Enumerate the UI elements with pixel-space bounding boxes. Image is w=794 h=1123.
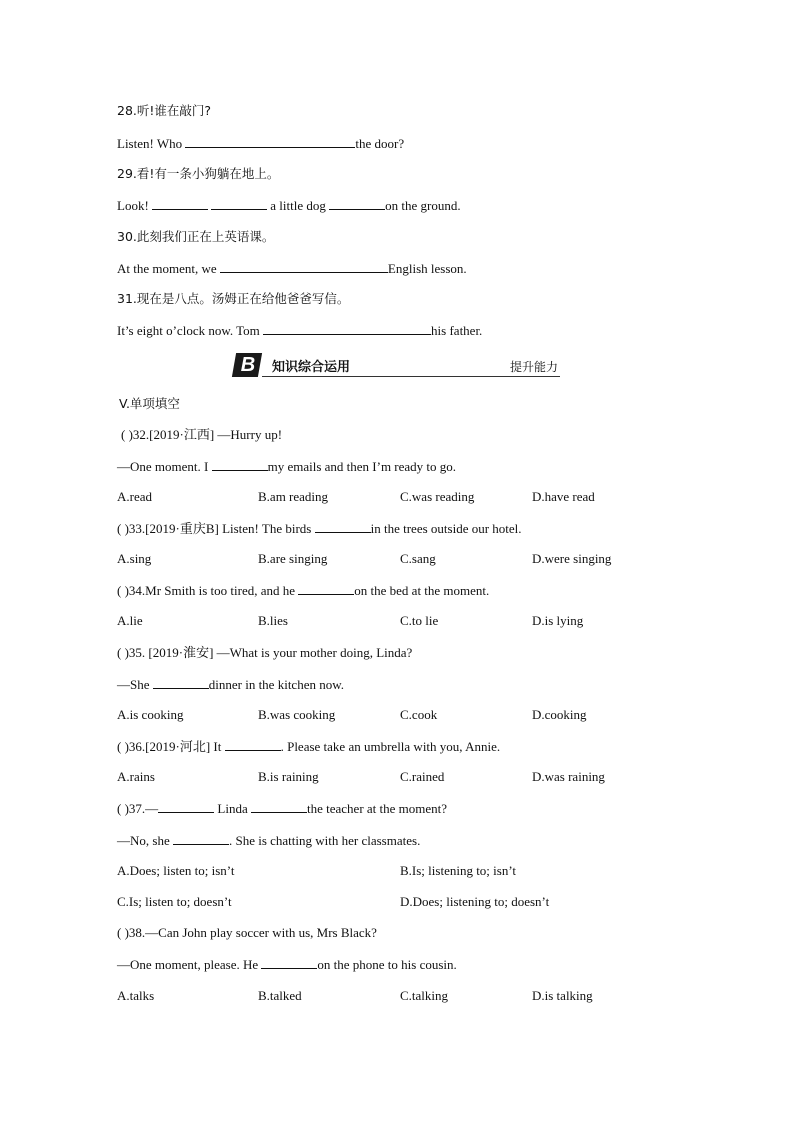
q32-option-b[interactable]: B.am reading	[258, 489, 329, 504]
q38-option-a[interactable]: A.talks	[117, 988, 155, 1003]
q35-option-b[interactable]: B.was cooking	[258, 707, 336, 722]
q30-english	[117, 260, 467, 277]
q32-text-after: my emails and then I’m ready to go.	[267, 459, 457, 474]
section-title: V.单项填空	[119, 396, 180, 411]
q34-option-d[interactable]: D.is lying	[532, 613, 584, 628]
q33-text-before: ( )33.[2019·重庆B] Listen! The birds	[117, 521, 315, 536]
q33-option-b[interactable]: B.are singing	[258, 551, 328, 566]
q37-text-after: . She is chatting with her classmates.	[228, 833, 421, 848]
q28-text-after: the door?	[355, 136, 405, 151]
q32-option-c[interactable]: C.was reading	[400, 489, 475, 504]
q33-text-after: in the trees outside our hotel.	[370, 521, 522, 536]
banner-letter: B	[240, 354, 256, 376]
q28-chinese: 28.听!谁在敲门?	[117, 103, 212, 118]
banner-rule	[262, 376, 560, 377]
q31-english	[117, 322, 482, 339]
q34-option-b[interactable]: B.lies	[258, 613, 288, 628]
q28-blank[interactable]	[185, 135, 355, 148]
q31-chinese: 31.现在是八点。汤姆正在给他爸爸写信。	[117, 291, 350, 306]
q29-text-3: on the ground.	[385, 198, 461, 213]
q38-stem: ( )38.—Can John play soccer with us, Mrs Black?	[117, 925, 377, 940]
q30-chinese: 30.此刻我们正在上英语课。	[117, 229, 275, 244]
q36-option-c[interactable]: C.rained	[400, 769, 445, 784]
q35-line2	[117, 676, 344, 693]
q37-text-2: Linda	[214, 801, 251, 816]
q37-text-3: the teacher at the moment?	[307, 801, 448, 816]
q32-option-d[interactable]: D.have read	[532, 489, 595, 504]
q38-text-before: —One moment, please. He	[117, 957, 262, 972]
q28-text-before: Listen! Who	[117, 136, 186, 151]
q32-stem: ( )32.[2019·江西] —Hurry up!	[121, 427, 283, 442]
q34-blank[interactable]	[298, 582, 354, 595]
q35-blank[interactable]	[153, 676, 209, 689]
q37-blank-2[interactable]	[251, 800, 307, 813]
q29-blank-2[interactable]	[211, 197, 267, 210]
q33-blank[interactable]	[315, 520, 371, 533]
q37-option-a[interactable]: A.Does; listen to; isn’t	[117, 863, 235, 878]
q35-option-a[interactable]: A.is cooking	[117, 707, 184, 722]
q34-option-a[interactable]: A.lie	[117, 613, 143, 628]
q29-text-2: a little dog	[267, 198, 330, 213]
q36-text-after: . Please take an umbrella with you, Annie.	[280, 739, 501, 754]
q37-text-1: ( )37.—	[117, 801, 159, 816]
q31-blank[interactable]	[263, 322, 431, 335]
q37-option-c[interactable]: C.Is; listen to; doesn’t	[117, 894, 232, 909]
q34-text-after: on the bed at the moment.	[354, 583, 490, 598]
q31-text-before: It’s eight o’clock now. Tom	[117, 323, 264, 338]
q36-text-before: ( )36.[2019·河北] It	[117, 739, 225, 754]
q33-option-a[interactable]: A.sing	[117, 551, 152, 566]
q35-option-d[interactable]: D.cooking	[532, 707, 587, 722]
q34-text-before: ( )34.Mr Smith is too tired, and he	[117, 583, 299, 598]
q38-line2	[117, 956, 457, 973]
q29-blank-1[interactable]	[152, 197, 208, 210]
q37-text-before: —No, she	[117, 833, 173, 848]
q34-option-c[interactable]: C.to lie	[400, 613, 439, 628]
q35-text-before: —She	[117, 677, 153, 692]
q32-line2	[117, 458, 456, 475]
q32-blank[interactable]	[212, 458, 268, 471]
q38-option-d[interactable]: D.is talking	[532, 988, 593, 1003]
section-banner	[234, 353, 560, 379]
q35-text-after: dinner in the kitchen now.	[208, 677, 345, 692]
q37-option-b[interactable]: B.Is; listening to; isn’t	[400, 863, 517, 878]
q37-blank-3[interactable]	[173, 832, 229, 845]
q36-option-d[interactable]: D.was raining	[532, 769, 605, 784]
q33-stem	[117, 520, 522, 537]
q36-option-b[interactable]: B.is raining	[258, 769, 319, 784]
q35-option-c[interactable]: C.cook	[400, 707, 438, 722]
q37-option-d[interactable]: D.Does; listening to; doesn’t	[400, 894, 550, 909]
q36-option-a[interactable]: A.rains	[117, 769, 155, 784]
q32-text-before: —One moment. I	[117, 459, 212, 474]
q30-text-before: At the moment, we	[117, 261, 220, 276]
q29-blank-3[interactable]	[329, 197, 385, 210]
q33-option-d[interactable]: D.were singing	[532, 551, 612, 566]
q38-option-b[interactable]: B.talked	[258, 988, 302, 1003]
q36-blank[interactable]	[225, 738, 281, 751]
q36-stem	[117, 738, 500, 755]
q37-blank-1[interactable]	[158, 800, 214, 813]
q35-stem: ( )35. [2019·淮安] —What is your mother doing, Linda?	[117, 645, 413, 660]
q32-option-a[interactable]: A.read	[117, 489, 153, 504]
q30-text-after: English lesson.	[387, 261, 467, 276]
q37-line2	[117, 832, 420, 849]
banner-right-label: 提升能力	[509, 360, 558, 374]
banner-title: 知识综合运用	[272, 360, 351, 375]
q34-stem	[117, 582, 489, 599]
q29-text-1: Look!	[117, 198, 153, 213]
q38-blank[interactable]	[261, 956, 317, 969]
q30-blank[interactable]	[220, 260, 388, 273]
q31-text-after: his father.	[431, 323, 483, 338]
q38-text-after: on the phone to his cousin.	[317, 957, 457, 972]
q29-english	[117, 197, 461, 214]
q33-option-c[interactable]: C.sang	[400, 551, 436, 566]
q37-stem	[117, 800, 447, 817]
q29-chinese: 29.看!有一条小狗躺在地上。	[117, 166, 280, 181]
q38-option-c[interactable]: C.talking	[400, 988, 449, 1003]
q28-english	[117, 135, 404, 152]
